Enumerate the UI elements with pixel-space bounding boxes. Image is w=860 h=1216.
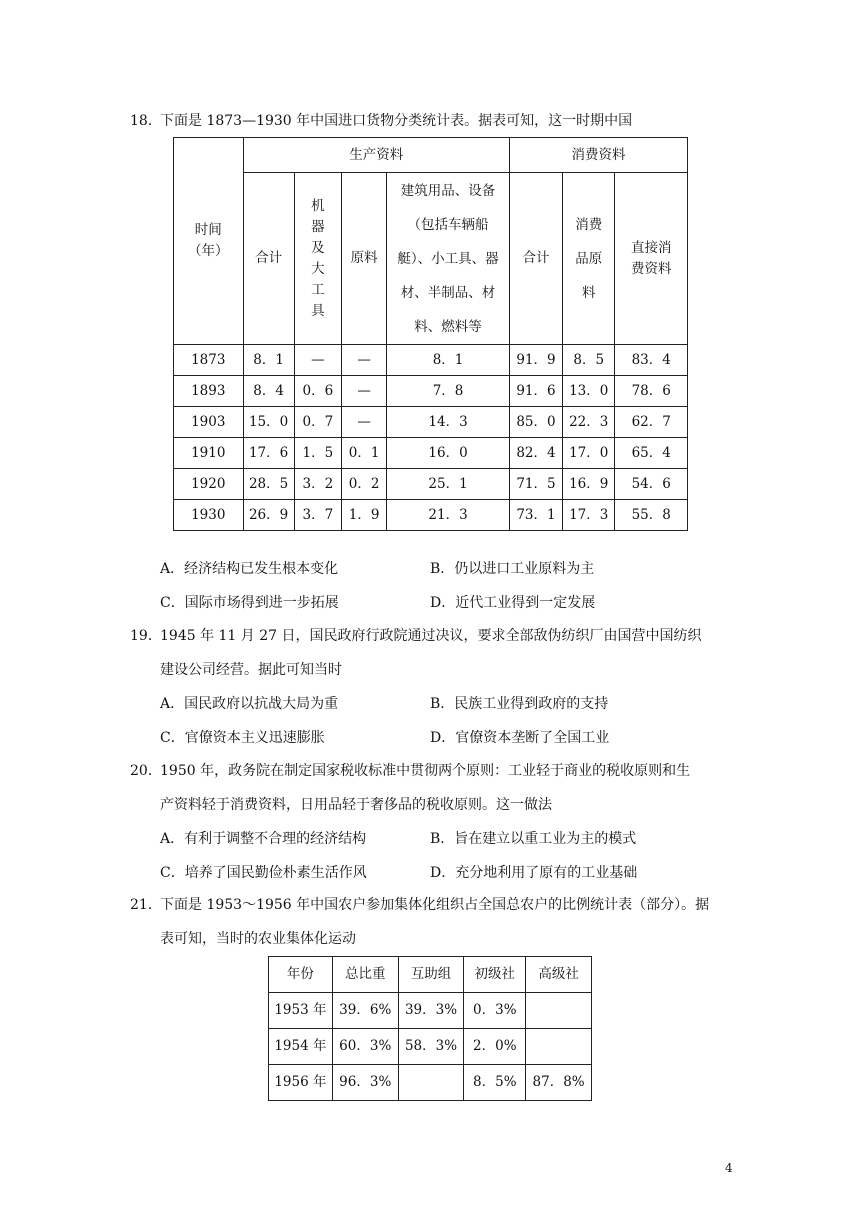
cell: 22．3: [563, 407, 615, 438]
page-number: 4: [725, 1161, 733, 1175]
cell: 1．5: [294, 438, 341, 469]
cell: 91．9: [509, 345, 562, 376]
cell: 78．6: [615, 376, 688, 407]
cell: 3．7: [294, 500, 341, 531]
option-a: A．国民政府以抗战大局为重: [160, 696, 339, 712]
cell: 17．3: [563, 500, 615, 531]
cell: 17．6: [243, 438, 294, 469]
question-stem: 1945 年 11 月 27 日，国民政府行政院通过决议，要求全部敌伪纺织厂由国营中国纺织: [160, 628, 702, 644]
cell: 17．0: [563, 438, 615, 469]
option-a: A．经济结构已发生根本变化: [160, 561, 339, 577]
option-b: B．民族工业得到政府的支持: [430, 696, 609, 712]
cell: 15．0: [243, 407, 294, 438]
option-b: B．仍以进口工业原料为主: [430, 561, 595, 577]
cell: 65．4: [615, 438, 688, 469]
question-stem: 1950 年，政务院在制定国家税收标准中贯彻两个原则：工业轻于商业的税收原则和生: [160, 763, 691, 779]
cell: —: [294, 345, 341, 376]
header-cell: 年份: [269, 957, 333, 993]
question-number: 18．: [130, 113, 162, 129]
header-time: 时间（年）: [174, 138, 244, 345]
cell: 1953 年: [269, 993, 333, 1029]
cell: —: [342, 376, 387, 407]
option-c: C．官僚资本主义迅速膨胀: [160, 730, 325, 746]
question-stem: 产资料轻于消费资料，日用品轻于奢侈品的税收原则。这一做法: [160, 797, 552, 813]
cell: 1873: [174, 345, 244, 376]
cell: —: [342, 407, 387, 438]
header-cell: 高级社: [526, 957, 592, 993]
table-row: [174, 469, 688, 500]
cell: 0．3%: [464, 993, 526, 1029]
table-row: [269, 1029, 592, 1065]
cell: 8．4: [243, 376, 294, 407]
cell: 8．1: [387, 345, 510, 376]
option-d: D．近代工业得到一定发展: [430, 595, 596, 611]
subheader: 建筑用品、设备（包括车辆船艇）、小工具、器材、半制品、材料、燃料等: [387, 173, 510, 345]
cell: 83．4: [615, 345, 688, 376]
header-cell: 初级社: [464, 957, 526, 993]
header-cell: 总比重: [332, 957, 398, 993]
cell: 1930: [174, 500, 244, 531]
import-goods-table: [173, 137, 688, 531]
option-a: A．有利于调整不合理的经济结构: [160, 831, 367, 847]
cell: 73．1: [509, 500, 562, 531]
cell: 60．3%: [332, 1029, 398, 1065]
cell: 8．5%: [464, 1065, 526, 1101]
subheader: 合计: [509, 173, 562, 345]
subheader: 机器及大工具: [294, 173, 341, 345]
cell: 8．5: [563, 345, 615, 376]
table-row: [269, 1065, 592, 1101]
table-row: [174, 376, 688, 407]
cell: 1910: [174, 438, 244, 469]
question-stem: 表可知，当时的农业集体化运动: [160, 931, 356, 947]
cell: [526, 1029, 592, 1065]
cell: 16．0: [387, 438, 510, 469]
cell: 2．0%: [464, 1029, 526, 1065]
cell: 0．6: [294, 376, 341, 407]
header-cell: 互助组: [398, 957, 464, 993]
cell: 85．0: [509, 407, 562, 438]
cell: 14．3: [387, 407, 510, 438]
question-stem: 下面是 1873—1930 年中国进口货物分类统计表。据表可知，这一时期中国: [160, 113, 633, 129]
option-d: D．官僚资本垄断了全国工业: [430, 730, 610, 746]
question-stem: 下面是 1953～1956 年中国农户参加集体化组织占全国总农户的比例统计表（部分）。据: [160, 897, 710, 913]
cell: 28．5: [243, 469, 294, 500]
option-d: D．充分地利用了原有的工业基础: [430, 865, 638, 881]
cell: 54．6: [615, 469, 688, 500]
table-header-row: [269, 957, 592, 993]
cell: 1920: [174, 469, 244, 500]
cell: 87．8%: [526, 1065, 592, 1101]
cell: [398, 1065, 464, 1101]
cell: 16．9: [563, 469, 615, 500]
cell: 1．9: [342, 500, 387, 531]
cell: 39．6%: [332, 993, 398, 1029]
cell: 62．7: [615, 407, 688, 438]
cell: 0．2: [342, 469, 387, 500]
option-c: C．国际市场得到进一步拓展: [160, 595, 339, 611]
cell: 0．7: [294, 407, 341, 438]
cell: 1956 年: [269, 1065, 333, 1101]
subheader: 合计: [243, 173, 294, 345]
cell: 39．3%: [398, 993, 464, 1029]
cell: 26．9: [243, 500, 294, 531]
cell: 21．3: [387, 500, 510, 531]
cell: 91．6: [509, 376, 562, 407]
question-stem: 建设公司经营。据此可知当时: [160, 662, 342, 678]
header-production: 生产资料: [243, 138, 509, 173]
table-row: [174, 407, 688, 438]
header-consumption: 消费资料: [509, 138, 687, 173]
cell: 1893: [174, 376, 244, 407]
cell: 25．1: [387, 469, 510, 500]
cell: 3．2: [294, 469, 341, 500]
cell: 55．8: [615, 500, 688, 531]
cell: 1903: [174, 407, 244, 438]
table-row: [174, 438, 688, 469]
cell: 1954 年: [269, 1029, 333, 1065]
subheader: 消费品原料: [563, 173, 615, 345]
table-row: [269, 993, 592, 1029]
question-number: 20．: [130, 763, 162, 779]
question-number: 21．: [130, 897, 162, 913]
cell: 0．1: [342, 438, 387, 469]
cell: 7．8: [387, 376, 510, 407]
table-row: [174, 500, 688, 531]
cell: 58．3%: [398, 1029, 464, 1065]
option-c: C．培养了国民勤俭朴素生活作风: [160, 865, 367, 881]
question-number: 19．: [130, 628, 162, 644]
cell: 8．1: [243, 345, 294, 376]
option-b: B．旨在建立以重工业为主的模式: [430, 831, 637, 847]
cell: 71．5: [509, 469, 562, 500]
cell: —: [342, 345, 387, 376]
cell: [526, 993, 592, 1029]
subheader: 直接消费资料: [615, 173, 688, 345]
cell: 82．4: [509, 438, 562, 469]
table-row: [174, 345, 688, 376]
cell: 96．3%: [332, 1065, 398, 1101]
subheader: 原料: [342, 173, 387, 345]
cell: 13．0: [563, 376, 615, 407]
collectivization-table: [268, 956, 592, 1101]
